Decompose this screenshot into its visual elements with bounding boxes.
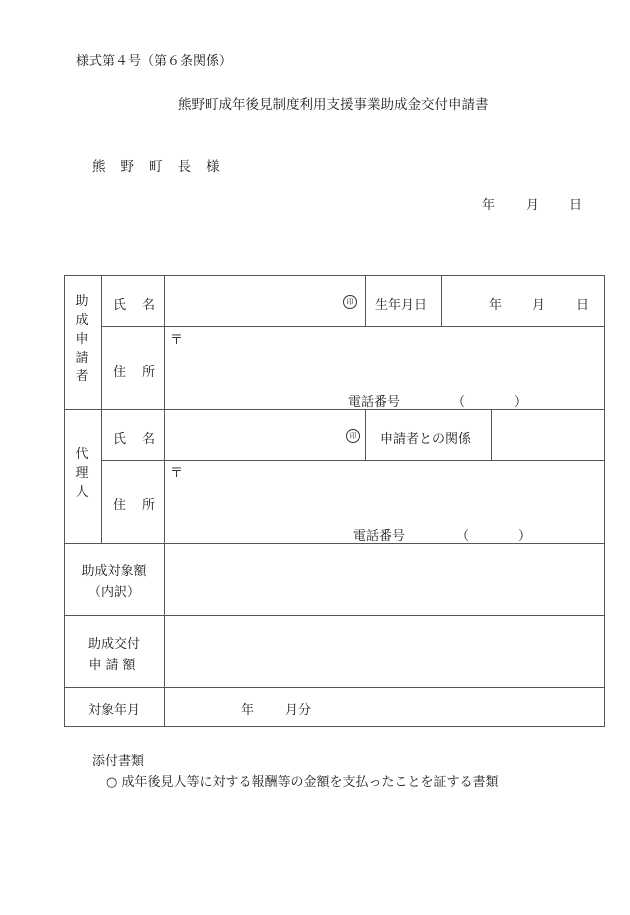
birth-year-label: 年 xyxy=(489,298,503,313)
subsidy-target-label: 助成対象額 xyxy=(81,564,147,579)
agent-name-label: 氏名 xyxy=(113,432,172,447)
subsidy-amount-label: 助成交付 xyxy=(87,637,140,652)
agent-address-label: 住所 xyxy=(113,498,172,513)
agent-seal-mark: 印 xyxy=(346,429,360,443)
agent-postal-mark: 〒 xyxy=(170,466,184,481)
applicant-birthdate-label: 生年月日 xyxy=(375,298,428,313)
date-month-label: 月 xyxy=(526,198,540,213)
applicant-phone-label: 電話番号 xyxy=(348,395,401,410)
agent-phone-label: 電話番号 xyxy=(353,529,406,544)
form-number: 様式第４号（第６条関係） xyxy=(76,54,233,69)
applicant-name-label: 氏名 xyxy=(113,298,172,313)
applicant-postal-mark: 〒 xyxy=(170,333,184,348)
agent-phone-paren-open: （ xyxy=(456,529,470,544)
agent-relation-label: 申請者との関係 xyxy=(380,432,472,447)
agent-group-label: 代理人 xyxy=(75,447,89,500)
agent-name-field[interactable] xyxy=(166,411,363,459)
subsidy-target-breakdown-label: （内訳） xyxy=(87,585,140,600)
addressee: 熊野町長様 xyxy=(92,159,235,175)
applicant-address-label: 住所 xyxy=(113,365,172,380)
subsidy-amount-field[interactable] xyxy=(166,617,603,686)
applicant-name-field[interactable] xyxy=(166,277,363,325)
attachments-title: 添付書類 xyxy=(92,754,145,769)
birth-month-label: 月 xyxy=(532,298,546,313)
applicant-phone-paren-open: （ xyxy=(452,395,466,410)
date-year-label: 年 xyxy=(482,198,496,213)
applicant-phone-paren-close: ） xyxy=(514,395,528,410)
target-period-year-label: 年 xyxy=(241,703,255,718)
applicant-group-label: 助成申請者 xyxy=(75,294,89,385)
target-period-month-label: 月分 xyxy=(285,703,312,718)
birth-day-label: 日 xyxy=(576,298,590,313)
date-day-label: 日 xyxy=(569,198,583,213)
agent-phone-paren-close: ） xyxy=(518,529,532,544)
document-title: 熊野町成年後見制度利用支援事業助成金交付申請書 xyxy=(178,97,489,113)
subsidy-target-field[interactable] xyxy=(166,545,603,614)
attachment-item: ○ 成年後見人等に対する報酬等の金額を支払ったことを証する書類 xyxy=(106,775,499,790)
applicant-seal-mark: 印 xyxy=(343,295,357,309)
subsidy-amount-label-line2: 申請額 xyxy=(88,658,140,673)
target-period-field[interactable] xyxy=(166,689,603,725)
agent-relation-field[interactable] xyxy=(493,411,603,459)
target-period-label: 対象年月 xyxy=(87,703,140,718)
